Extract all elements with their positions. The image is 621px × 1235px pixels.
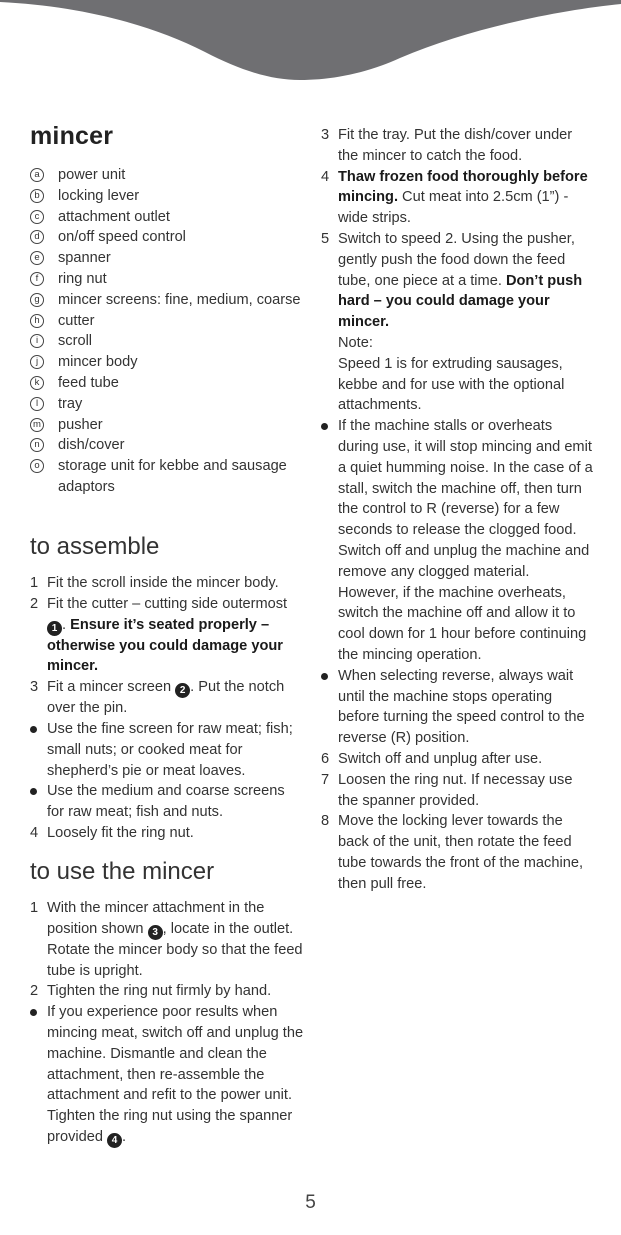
part-letter-icon: i	[30, 334, 44, 348]
part-letter-icon: g	[30, 293, 44, 307]
part-letter-icon: b	[30, 189, 44, 203]
bullet-icon	[30, 788, 37, 795]
list-item: 2 Tighten the ring nut firmly by hand.	[30, 981, 305, 1002]
list-item: 4 Loosely fit the ring nut.	[30, 823, 305, 844]
step-number: 1	[30, 575, 39, 591]
part-item	[30, 456, 302, 498]
part-label: feed tube	[58, 374, 119, 391]
part-item	[30, 248, 302, 269]
step-number: 2	[30, 983, 39, 1000]
list-item: 2 Fit the cutter – cutting side outermost 1 . Ensure it’s seated properly – otherwise you could damage your mincer.	[30, 594, 305, 677]
part-letter-icon: e	[30, 251, 44, 265]
list-item: 4 Thaw frozen food thoroughly before mincing. Cut meat into 2.5cm (1”) -wide strips.	[321, 167, 593, 229]
part-label: tray	[58, 395, 83, 412]
part-label: mincer body	[58, 354, 138, 371]
part-letter-icon: l	[30, 397, 44, 411]
note-text: Speed 1 is for extruding sausages, kebbe and for use with the optional attachments.	[338, 355, 565, 414]
part-letter-icon: h	[30, 314, 44, 328]
part-item	[30, 435, 302, 456]
step-number: 8	[321, 813, 330, 830]
use-steps-left	[30, 898, 305, 1148]
part-item	[30, 352, 302, 373]
step-number: 4	[30, 824, 39, 841]
part-label: spanner	[58, 250, 111, 267]
part-letter-icon: o	[30, 459, 44, 473]
part-item	[30, 415, 302, 436]
page-number: 5	[305, 1192, 316, 1213]
step-number: 5	[321, 230, 330, 247]
use-steps-right	[321, 125, 593, 894]
note-label: Note:	[338, 334, 373, 351]
parts-list	[30, 165, 302, 498]
list-item: When selecting reverse, always wait until the machine stops operating before turning the speed control to the reverse (R) position.	[321, 666, 593, 749]
figure-ref-icon: 3	[148, 925, 163, 940]
list-item: 5 Switch to speed 2. Using the pusher, gently push the food down the feed tube, one piece at a time. Don’t push hard – you could damage your mincer. Note: Speed 1 is for extruding sausages, kebbe and for use with the optional attachments.	[321, 229, 593, 416]
step-number: 2	[30, 595, 39, 612]
bullet-icon	[321, 673, 328, 680]
part-item	[30, 311, 302, 332]
list-item: Use the fine screen for raw meat; fish; small nuts; or cooked meat for shepherd’s pie or meat loaves.	[30, 719, 305, 781]
part-letter-icon: n	[30, 438, 44, 452]
list-item: 6 Switch off and unplug after use.	[321, 749, 593, 770]
part-item	[30, 186, 302, 207]
part-letter-icon: k	[30, 376, 44, 390]
list-item: Use the medium and coarse screens for raw meat; fish and nuts.	[30, 781, 305, 823]
header-band	[0, 0, 621, 82]
assemble-heading: to assemble	[30, 533, 160, 560]
figure-ref-icon: 4	[107, 1133, 122, 1148]
part-item	[30, 227, 302, 248]
part-letter-icon: c	[30, 210, 44, 224]
use-heading: to use the mincer	[30, 858, 215, 885]
part-item	[30, 331, 302, 352]
step-number: 3	[321, 127, 330, 143]
part-label: power unit	[58, 167, 126, 183]
header-shape	[0, 0, 621, 80]
figure-ref-icon: 2	[175, 683, 190, 698]
list-item: 1 Fit the scroll inside the mincer body.	[30, 573, 305, 594]
part-label: pusher	[58, 416, 103, 433]
step-number: 1	[30, 900, 39, 916]
step-number: 4	[321, 168, 330, 185]
assemble-steps	[30, 573, 305, 844]
part-item	[30, 373, 302, 394]
part-letter-icon: d	[30, 230, 44, 244]
part-letter-icon: f	[30, 272, 44, 286]
step-number: 6	[321, 750, 330, 767]
part-item	[30, 269, 302, 290]
part-letter-icon: a	[30, 168, 44, 182]
part-letter-icon: j	[30, 355, 44, 369]
bullet-icon	[30, 726, 37, 733]
part-label: on/off speed control	[58, 229, 186, 246]
list-item: If you experience poor results when mincing meat, switch off and unplug the machine. Dismantle and clean the attachment, then re-assemble the attachment and refit to the power unit. Tighten the ring nut using the spanner provided 4 .	[30, 1002, 305, 1148]
step-number: 3	[30, 679, 39, 696]
page-title: mincer	[30, 122, 114, 150]
part-item	[30, 394, 302, 415]
list-item: 8 Move the locking lever towards the back of the unit, then rotate the feed tube towards the front of the machine, then pull free.	[321, 811, 593, 894]
part-label: storage unit for kebbe and sausage adaptors	[58, 458, 287, 495]
bullet-icon	[321, 423, 328, 430]
bullet-icon	[30, 1009, 37, 1016]
part-item	[30, 207, 302, 228]
part-label: locking lever	[58, 187, 140, 204]
figure-ref-icon: 1	[47, 621, 62, 636]
part-label: mincer screens: fine, medium, coarse	[58, 291, 301, 308]
list-item: 3 Fit a mincer screen 2 . Put the notch over the pin.	[30, 677, 305, 719]
step-number: 7	[321, 771, 330, 788]
part-label: ring nut	[58, 270, 107, 287]
list-item: If the machine stalls or overheats during use, it will stop mincing and emit a quiet humming noise. In the case of a stall, switch the machine off, then turn the control to R (reverse) for a few seconds to release the clogged food. Switch off and unplug the machine and remove any clogged material. However, if the machine overheats, switch the machine off and allow it to cool down for 1 hour before continuing the mincing operation.	[321, 416, 593, 666]
list-item: 1 With the mincer attachment in the position shown 3 , locate in the outlet. Rotate the mincer body so that the feed tube is upright.	[30, 898, 305, 981]
part-item	[30, 290, 302, 311]
list-item: 3 Fit the tray. Put the dish/cover under the mincer to catch the food.	[321, 125, 593, 167]
part-label: cutter	[58, 312, 95, 329]
part-item	[30, 165, 302, 186]
part-label: dish/cover	[58, 437, 125, 454]
part-label: attachment outlet	[58, 208, 170, 225]
part-label: scroll	[58, 333, 93, 350]
part-letter-icon: m	[30, 418, 44, 432]
list-item: 7 Loosen the ring nut. If necessay use the spanner provided.	[321, 770, 593, 812]
